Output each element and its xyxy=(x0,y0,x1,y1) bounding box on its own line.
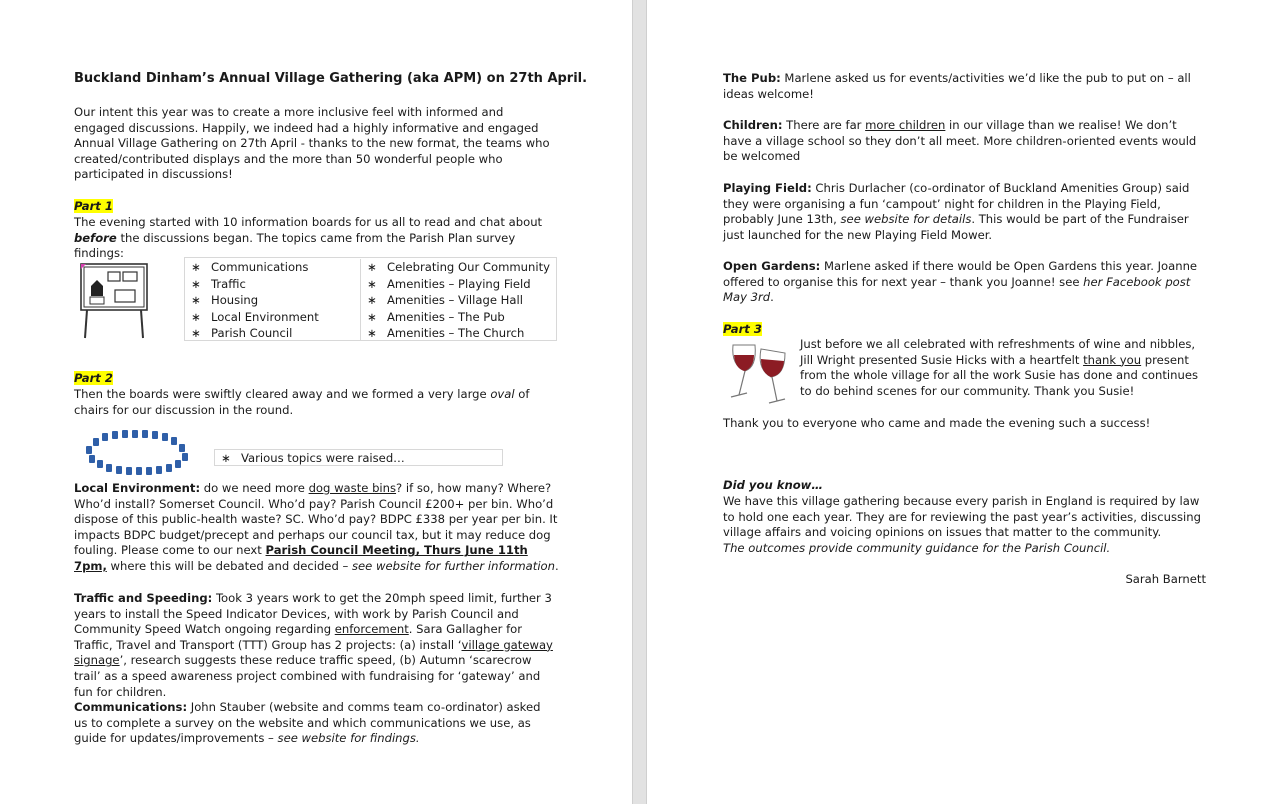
part3-paragraph: Just before we all celebrated with refreshments of wine and nibbles, Jill Wright presented Susie Hicks with a heartfelt thank you present from the whole village for all the work Susie has done and continues to do behind scenes for our community. Thank you Susie! xyxy=(800,337,1198,398)
traffic-paragraph: Traffic and Speeding: Took 3 years work to get the 20mph speed limit, further 3 years to install the Speed Indicator Devices, with work by Parish Council and Community Speed Watch ongoing regarding enforcement. Sara Gallagher for Traffic, Travel and Transport (TTT) Group has 2 projects: (a) install ‘village gateway signage’, research suggests these reduce traffic speed, (b) Autumn ‘scarecrow trail’ as a speed awareness project combined with fundraising for ‘gateway’ and fun for children. xyxy=(74,591,553,699)
topic-item: ∗ Amenities – Village Hall xyxy=(367,293,523,307)
document-page-left xyxy=(0,0,632,804)
document-title: Buckland Dinham’s Annual Village Gathering (aka APM) on 27th April. xyxy=(74,71,588,86)
topic-item: ∗ Amenities – Playing Field xyxy=(367,276,531,291)
did-you-know-paragraph: We have this village gathering because every parish in England is required by law to hold one each year. They are for reviewing the past year’s activities, discussing village affairs and voicing opinions on issues that matter to the community. xyxy=(723,494,1201,540)
part1-heading: Part 1 xyxy=(74,199,113,213)
signature: Sarah Barnett xyxy=(1125,572,1206,586)
page-gutter xyxy=(632,0,647,804)
communications-paragraph: Communications: John Stauber (website and comms team co-ordinator) asked us to complete a survey on the website and which communications we use, as guide for updates/improvements – see website for findings. xyxy=(74,700,541,746)
part3-heading: Part 3 xyxy=(723,322,762,336)
pub-paragraph: The Pub: Marlene asked us for events/activities we’d like the pub to put on – all ideas welcome! xyxy=(723,71,1191,101)
part2-paragraph: Then the boards were swiftly cleared away and we formed a very large oval of chairs for our discussion in the round. xyxy=(74,387,530,417)
part2-heading: Part 2 xyxy=(74,371,113,385)
topic-item: ∗ Various topics were raised… xyxy=(221,451,405,465)
topics-column-1 xyxy=(185,259,361,340)
wine-glasses-icon xyxy=(725,339,795,407)
part1-paragraph: The evening started with 10 information boards for us all to read and chat about before the discussions began. The topics came from the Parish Plan survey findings: xyxy=(74,215,543,261)
topic-item: ∗ Local Environment xyxy=(191,309,319,324)
topic-item: ∗ Housing xyxy=(191,293,259,307)
local-environment-paragraph: Local Environment: do we need more dog waste bins? if so, how many? Where? Who’d install? Somerset Council. Who’d pay? Parish Council £200+ per bin. Who’d dispose of this public-health waste? SC. Who’d pay? BDPC £338 per year per bin. It impacts BDPC budget/precept and perhaps our council tax, but it may reduce dog fouling. Please come to our next Parish Council Meeting, Thurs June 11th 7pm, where this will be debated and decided – see website for further information. xyxy=(74,481,559,573)
did-you-know-heading: Did you know… xyxy=(723,478,823,492)
children-paragraph: Children: There are far more children in our village than we realise! We don’t have a village school so they don’t all meet. More children-oriented events would be welcomed xyxy=(723,118,1197,164)
topic-item: ∗ Communications xyxy=(191,260,309,274)
open-gardens-paragraph: Open Gardens: Marlene asked if there would be Open Gardens this year. Joanne offered to organise this for next year – thank you Joanne! see her Facebook post May 3rd. xyxy=(723,259,1198,305)
topics-column-2 xyxy=(361,259,556,342)
intro-paragraph: Our intent this year was to create a more inclusive feel with informed and engaged discussions. Happily, we indeed had a highly informative and engaged Annual Village Gathering on 27th April - thanks to the new format, the teams who created/contributed displays and the more than 50 wonderful people who participated in discussions! xyxy=(74,105,550,182)
topics-table xyxy=(184,257,557,341)
playing-field-paragraph: Playing Field: Chris Durlacher (co-ordinator of Buckland Amenities Group) said they were organising a fun ‘campout’ night for children in the Playing Field, probably June 13th, see website for details. This would be part of the Fundraiser just launched for the new Playing Field Mower. xyxy=(723,181,1190,242)
part2-bullet-box xyxy=(214,449,503,466)
thanks-paragraph: Thank you to everyone who came and made the evening such a success! xyxy=(723,416,1151,430)
topic-item: ∗ Amenities – The Church xyxy=(367,326,525,340)
topic-item: ∗ Amenities – The Pub xyxy=(367,309,505,324)
topic-item: ∗ Traffic xyxy=(191,276,246,291)
noticeboard-icon xyxy=(79,262,151,342)
document-page-right xyxy=(647,0,1277,804)
topic-item: ∗ Parish Council xyxy=(191,326,293,340)
chairs-circle-icon xyxy=(80,428,194,476)
did-you-know-conclusion: The outcomes provide community guidance for the Parish Council. xyxy=(723,541,1111,555)
topic-item: ∗ Celebrating Our Community xyxy=(367,260,550,274)
